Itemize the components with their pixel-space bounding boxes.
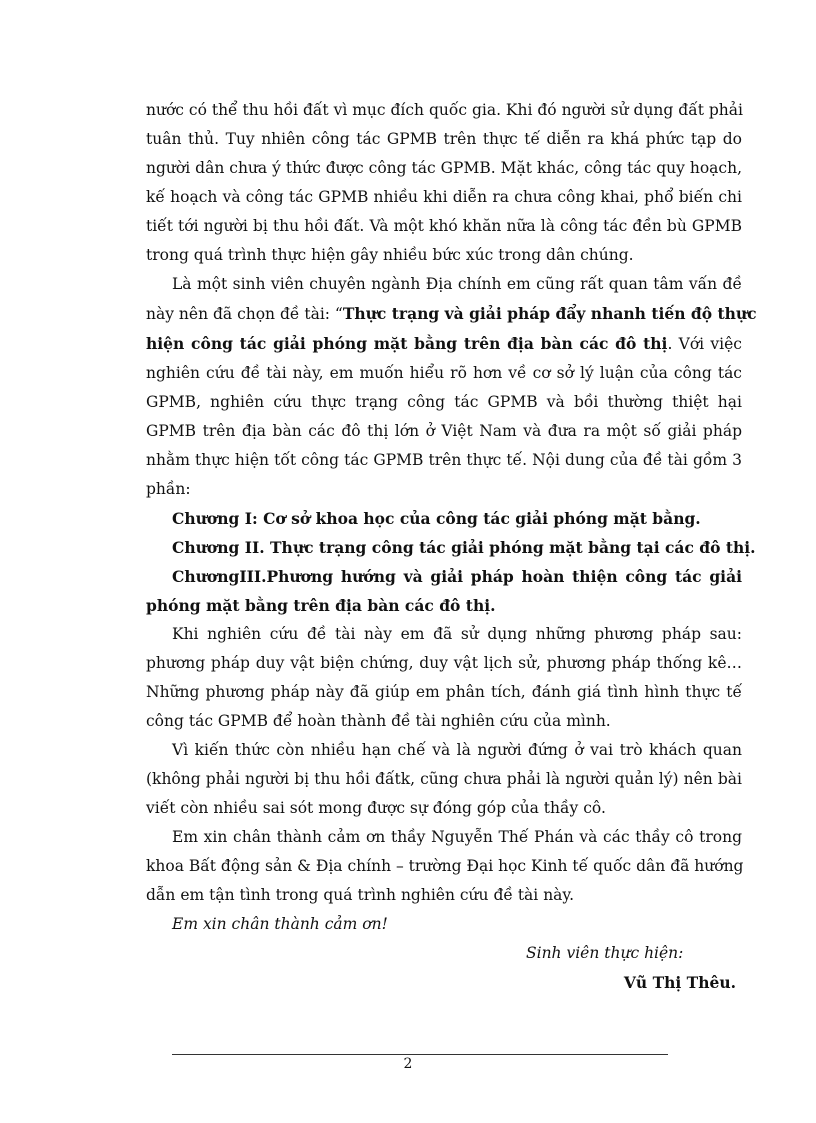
footer-divider — [172, 1054, 668, 1055]
paragraph-intro — [146, 96, 742, 270]
topic-intro-text: này nên đã chọn đề tài: “ — [146, 305, 343, 323]
text-line: Em xin chân thành cảm ơn thầy Nguyễn Thế Phán và các thầy cô trong — [172, 828, 742, 846]
chapter-list — [146, 504, 756, 620]
topic-title-part2: hiện công tác giải phóng mặt bằng trên địa bàn các đô thị — [146, 334, 668, 353]
closing-thanks — [146, 910, 742, 939]
text-line: nhằm thực hiện tốt công tác GPMB trên thực tế. Nội dung của đề tài gồm 3 — [146, 451, 742, 469]
text-line: trong quá trình thực hiện gây nhiều bức xúc trong dân chúng. — [146, 246, 634, 264]
text-line: phần: — [146, 480, 191, 498]
page-number: 2 — [403, 1056, 413, 1072]
chapter-3-title-line1: ChươngIII.Phương hướng và giải pháp hoàn thiện công tác giải — [172, 567, 742, 586]
text-line: công tác GPMB để hoàn thành đề tài nghiên cứu của mình. — [146, 712, 611, 730]
closing-line: Em xin chân thành cảm ơn! — [172, 915, 388, 933]
topic-continuation-text: . Với việc — [667, 335, 742, 353]
text-line: người dân chưa ý thức được công tác GPMB. Mặt khác, công tác quy hoạch, — [146, 159, 742, 177]
text-line: GPMB trên địa bàn các đô thị lớn ở Việt Nam và đưa ra một số giải pháp — [146, 422, 742, 440]
text-line: Vì kiến thức còn nhiều hạn chế và là người đứng ở vai trò khách quan — [172, 741, 742, 759]
paragraph-acknowledgement — [146, 823, 742, 910]
chapter-2-title: Chương II. Thực trạng công tác giải phóng mặt bằng tại các đô thị. — [172, 538, 756, 557]
chapter-3-title-line2: phóng mặt bằng trên địa bàn các đô thị. — [146, 596, 496, 615]
text-line: nước có thể thu hồi đất vì mục đích quốc gia. Khi đó người sử dụng đất phải — [146, 101, 743, 119]
text-line: khoa Bất động sản & Địa chính – trường Đại học Kinh tế quốc dân đã hướng — [146, 857, 744, 875]
paragraph-limitations — [146, 736, 742, 823]
text-line: tiết tới người bị thu hồi đất. Và một khó khăn nữa là công tác đền bù GPMB — [146, 217, 742, 235]
text-line: nghiên cứu đề tài này, em muốn hiểu rõ hơn về cơ sở lý luận của công tác — [146, 364, 742, 382]
paragraph-methods — [146, 620, 742, 736]
document-body — [146, 96, 757, 997]
text-line: kế hoạch và công tác GPMB nhiều khi diễn ra chưa công khai, phổ biến chi — [146, 188, 742, 206]
chapter-1-title: Chương I: Cơ sở khoa học của công tác giải phóng mặt bằng. — [172, 509, 701, 528]
signature-name: Vũ Thị Thêu. — [623, 973, 736, 992]
text-line: phương pháp duy vật biện chứng, duy vật lịch sử, phương pháp thống kê… — [146, 654, 742, 672]
signature-role: Sinh viên thực hiện: — [526, 944, 684, 962]
paragraph-topic — [146, 270, 757, 504]
text-line — [146, 299, 757, 329]
text-line: Khi nghiên cứu đề tài này em đã sử dụng những phương pháp sau: — [172, 625, 742, 643]
text-line: Là một sinh viên chuyên ngành Địa chính em cũng rất quan tâm vấn đề — [172, 275, 742, 293]
text-line: Những phương pháp này đã giúp em phân tích, đánh giá tình hình thực tế — [146, 683, 742, 701]
text-line: dẫn em tận tình trong quá trình nghiên cứu đề tài này. — [146, 886, 575, 904]
topic-title-part1: Thực trạng và giải pháp đẩy nhanh tiến độ thực — [342, 304, 757, 323]
text-line: tuân thủ. Tuy nhiên công tác GPMB trên thực tế diễn ra khá phức tạp do — [146, 130, 742, 148]
text-line: viết còn nhiều sai sót mong được sự đóng góp của thầy cô. — [146, 799, 606, 817]
text-line — [146, 329, 742, 359]
signature-block — [146, 939, 742, 997]
text-line: GPMB, nghiên cứu thực trạng công tác GPMB và bồi thường thiệt hại — [146, 393, 742, 411]
text-line: (không phải người bị thu hồi đấtk, cũng chưa phải là người quản lý) nên bài — [146, 770, 742, 788]
